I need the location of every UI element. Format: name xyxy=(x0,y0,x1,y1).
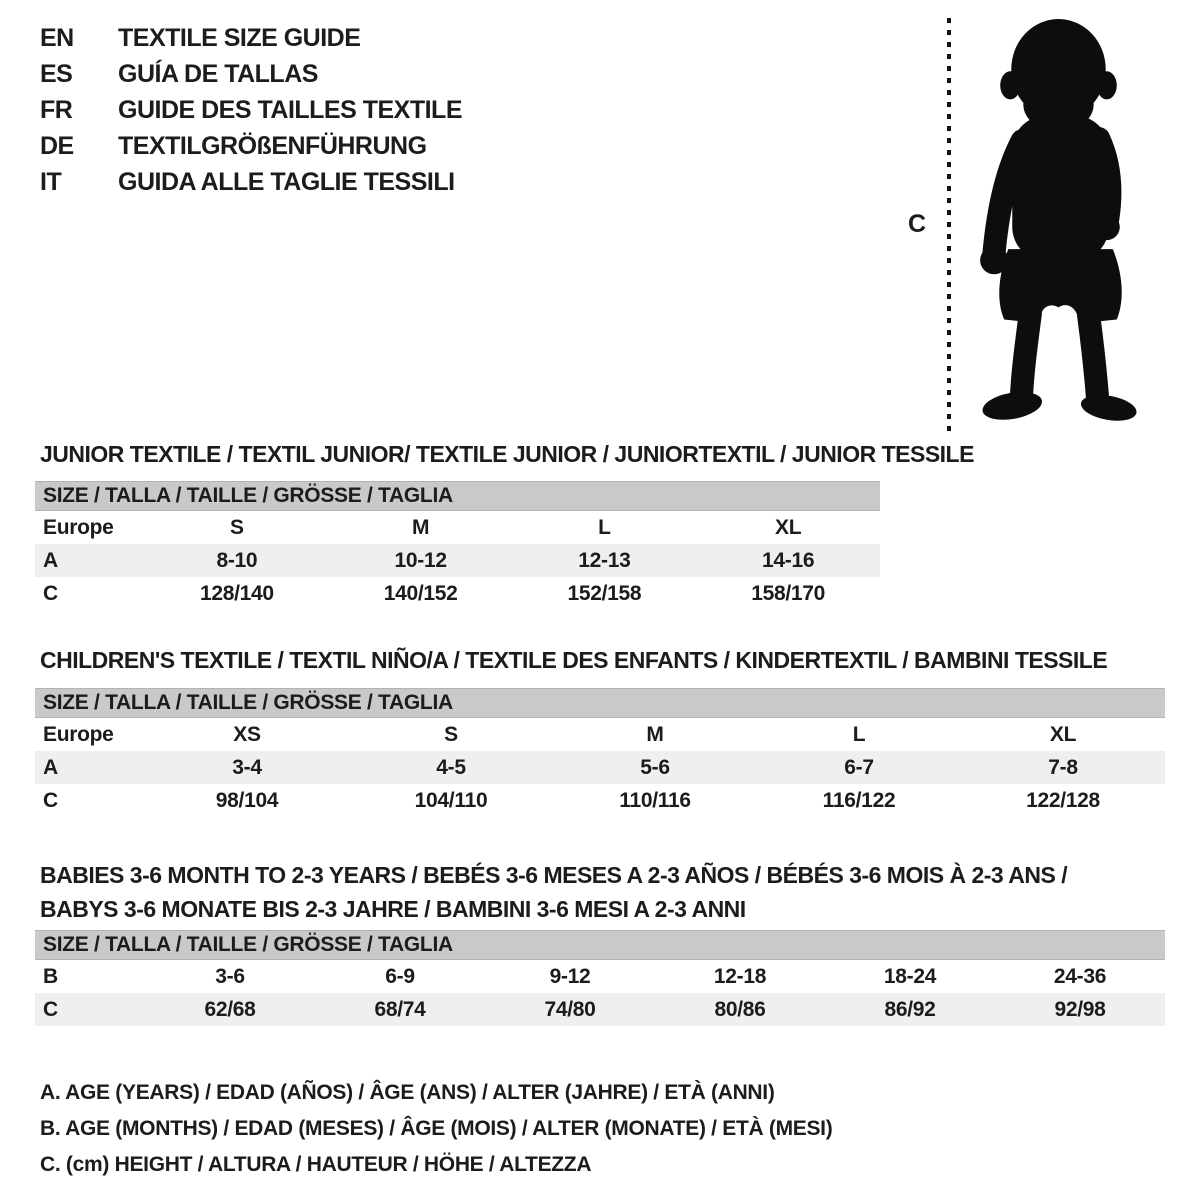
lang-code: ES xyxy=(40,59,73,88)
cell: 8-10 xyxy=(216,548,258,572)
row-label: A xyxy=(43,548,58,572)
size-header-label: SIZE / TALLA / TAILLE / GRÖSSE / TAGLIA xyxy=(43,484,453,507)
row-label: C xyxy=(43,581,58,605)
cell: 122/128 xyxy=(1026,788,1100,812)
size-header-label: SIZE / TALLA / TAILLE / GRÖSSE / TAGLIA xyxy=(43,933,453,956)
lang-code: EN xyxy=(40,23,74,52)
row-label: Europe xyxy=(43,515,114,539)
table-row-europe xyxy=(35,718,1165,751)
cell: 140/152 xyxy=(383,581,458,605)
row-label: Europe xyxy=(43,722,114,746)
lang-code: IT xyxy=(40,167,62,196)
height-figure xyxy=(900,8,1180,440)
cell: 5-6 xyxy=(640,755,670,779)
table-row-age xyxy=(35,751,1165,784)
cell: XL xyxy=(1049,722,1077,746)
table-row-age xyxy=(35,544,880,577)
lang-title: TEXTILGRÖßENFÜHRUNG xyxy=(118,131,427,160)
size-header-label: SIZE / TALLA / TAILLE / GRÖSSE / TAGLIA xyxy=(43,691,453,714)
table-row-height xyxy=(35,993,1165,1026)
row-label: C xyxy=(43,997,58,1021)
lang-code: FR xyxy=(40,95,73,124)
table-row-months xyxy=(35,960,1165,993)
cell: 74/80 xyxy=(544,997,596,1021)
lang-title: TEXTILE SIZE GUIDE xyxy=(118,23,361,52)
cell: M xyxy=(646,722,664,746)
cell: 3-4 xyxy=(232,755,262,779)
cell: 9-12 xyxy=(549,964,591,988)
lang-row-fr xyxy=(40,92,462,128)
table-row-height xyxy=(35,577,880,610)
row-label: A xyxy=(43,755,58,779)
cell: 128/140 xyxy=(199,581,274,605)
cell: 92/98 xyxy=(1054,997,1106,1021)
table-row-height xyxy=(35,784,1165,817)
cell: XS xyxy=(233,722,261,746)
lang-title: GUIDA ALLE TAGLIE TESSILI xyxy=(118,167,455,196)
size-header-bar xyxy=(35,930,1165,960)
cell: XL xyxy=(775,515,802,539)
table-row-europe xyxy=(35,511,880,544)
cell: 7-8 xyxy=(1048,755,1078,779)
babies-title-line2: BABYS 3-6 MONATE BIS 2-3 JAHRE / BAMBINI 3-6 MESI A 2-3 ANNI xyxy=(40,896,746,922)
cell: 110/116 xyxy=(619,788,691,812)
junior-section-title: JUNIOR TEXTILE / TEXTIL JUNIOR/ TEXTILE JUNIOR / JUNIORTEXTIL / JUNIOR TESSILE xyxy=(40,441,974,467)
lang-title: GUIDE DES TAILLES TEXTILE xyxy=(118,95,463,124)
children-section-title: CHILDREN'S TEXTILE / TEXTIL NIÑO/A / TEXTILE DES ENFANTS / KINDERTEXTIL / BAMBINI TESSILE xyxy=(40,647,1108,673)
size-header-bar xyxy=(35,481,880,511)
cell: 6-9 xyxy=(385,964,415,988)
children-size-table xyxy=(35,688,1165,817)
lang-row-es xyxy=(40,56,462,92)
cell: 104/110 xyxy=(414,788,488,812)
row-label: B xyxy=(43,964,58,988)
toddler-silhouette-icon xyxy=(958,12,1163,426)
lang-row-de xyxy=(40,128,462,164)
cell: L xyxy=(852,722,866,746)
size-header-bar xyxy=(35,688,1165,718)
cell: 18-24 xyxy=(883,964,937,988)
cell: S xyxy=(444,722,458,746)
height-measure-line xyxy=(946,18,952,432)
cell: 12-13 xyxy=(578,548,631,572)
cell: S xyxy=(230,515,244,539)
cell: 68/74 xyxy=(374,997,426,1021)
legend-line-b: B. AGE (MONTHS) / EDAD (MESES) / ÂGE (MOIS) / ALTER (MONATE) / ETÀ (MESI) xyxy=(40,1117,833,1140)
cell: 98/104 xyxy=(215,788,279,812)
cell: 62/68 xyxy=(204,997,256,1021)
cell: 116/122 xyxy=(822,788,896,812)
measurement-legend xyxy=(40,1075,832,1183)
legend-line-a: A. AGE (YEARS) / EDAD (AÑOS) / ÂGE (ANS) / ALTER (JAHRE) / ETÀ (ANNI) xyxy=(40,1081,775,1104)
cell: 6-7 xyxy=(844,755,874,779)
lang-row-en xyxy=(40,20,462,56)
junior-size-table xyxy=(35,481,880,610)
lang-row-it xyxy=(40,164,462,200)
cell: 3-6 xyxy=(215,964,245,988)
legend-line-c: C. (cm) HEIGHT / ALTURA / HAUTEUR / HÖHE / ALTEZZA xyxy=(40,1153,592,1176)
cell: M xyxy=(412,515,430,539)
babies-section-title xyxy=(40,858,1067,926)
cell: 12-18 xyxy=(713,964,767,988)
lang-title: GUÍA DE TALLAS xyxy=(118,59,318,88)
babies-title-line1: BABIES 3-6 MONTH TO 2-3 YEARS / BEBÉS 3-6 MESES A 2-3 AÑOS / BÉBÉS 3-6 MOIS À 2-3 ANS / xyxy=(40,862,1068,888)
lang-code: DE xyxy=(40,131,74,160)
cell: 152/158 xyxy=(567,581,642,605)
cell: 86/92 xyxy=(884,997,936,1021)
cell: 158/170 xyxy=(751,581,826,605)
cell: 10-12 xyxy=(394,548,447,572)
row-label: C xyxy=(43,788,58,812)
babies-size-table xyxy=(35,930,1165,1026)
cell: 14-16 xyxy=(762,548,815,572)
cell: 80/86 xyxy=(714,997,766,1021)
height-measure-label: C xyxy=(908,210,927,238)
language-title-list xyxy=(40,20,462,200)
cell: 4-5 xyxy=(436,755,466,779)
cell: L xyxy=(598,515,611,539)
cell: 24-36 xyxy=(1053,964,1107,988)
